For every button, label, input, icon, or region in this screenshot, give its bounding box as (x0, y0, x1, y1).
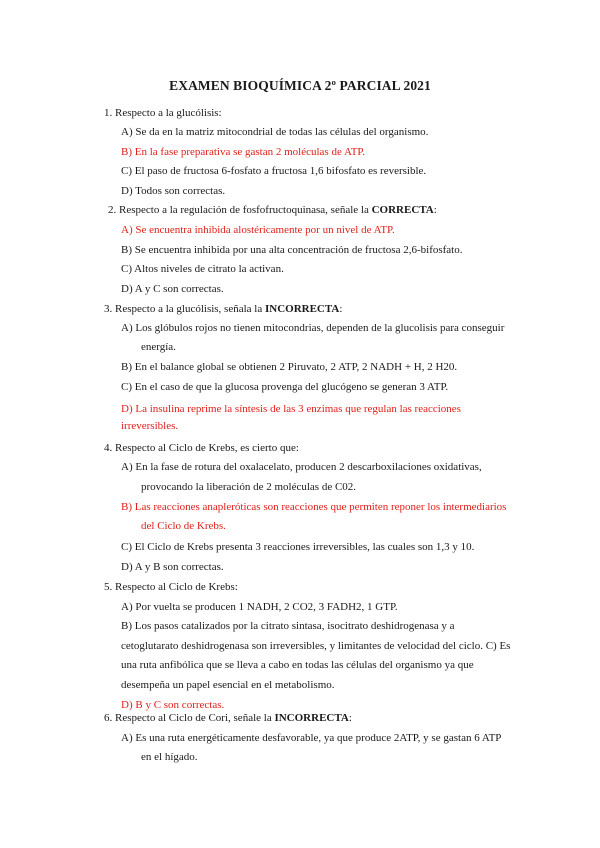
question-5-stem: 5. Respecto al Ciclo de Krebs: (104, 581, 238, 593)
q6-option-a-line1: A) Es una ruta energéticamente desfavorable, ya que produce 2ATP, y se gastan 6 ATP (121, 732, 502, 744)
q4-option-a-line1: A) En la fase de rotura del oxalacelato, producen 2 descarboxilaciones oxidativas, (121, 461, 482, 473)
q3-option-d-line2-correct: irreversibles. (121, 420, 179, 432)
q5-option-b-line4: desempeña un papel esencial en el metabolismo. (121, 679, 335, 691)
q4-option-b-line2-correct: del Ciclo de Krebs. (141, 520, 226, 532)
question-1-stem: 1. Respecto a la glucólisis: (104, 107, 222, 119)
question-2-stem: 2. Respecto a la regulación de fosfofructoquinasa, señale la CORRECTA: (108, 204, 437, 216)
q3-option-a-line2: energía. (141, 341, 176, 353)
q2-option-a-correct: A) Se encuentra inhibida alostéricamente por un nivel de ATP. (121, 224, 395, 236)
q1-option-c: C) El paso de fructosa 6-fosfato a fructosa 1,6 bifosfato es reversible. (121, 165, 427, 177)
q2-option-d: D) A y C son correctas. (121, 283, 224, 295)
q4-option-a-line2: provocando la liberación de 2 moléculas de C02. (141, 481, 357, 493)
page-title: EXAMEN BIOQUÍMICA 2º PARCIAL 2021 (169, 78, 431, 93)
question-6-stem: 6. Respecto al Ciclo de Cori, señale la INCORRECTA: (104, 712, 352, 724)
q1-option-a: A) Se da en la matriz mitocondrial de todas las células del organismo. (121, 126, 429, 138)
q5-option-b-line3: una ruta anfibólica que se lleva a cabo en todas las células del organismo ya que (121, 659, 474, 671)
q2-option-c: C) Altos niveles de citrato la activan. (121, 263, 284, 275)
q5-option-a: A) Por vuelta se producen 1 NADH, 2 CO2, 3 FADH2, 1 GTP. (121, 601, 398, 613)
q3-option-a-line1: A) Los glóbulos rojos no tienen mitocondrias, dependen de la glucolisis para conseguir (121, 322, 505, 334)
q4-option-c: C) El Ciclo de Krebs presenta 3 reacciones irreversibles, las cuales son 1,3 y 10. (121, 541, 475, 553)
q6-option-a-line2: en el hígado. (141, 751, 198, 763)
q3-option-c: C) En el caso de que la glucosa provenga del glucógeno se generan 3 ATP. (121, 381, 449, 393)
q5-option-d-correct: D) B y C son correctas. (121, 699, 225, 711)
q1-option-d: D) Todos son correctas. (121, 185, 226, 197)
question-4-stem: 4. Respecto al Ciclo de Krebs, es cierto que: (104, 442, 299, 454)
q4-option-d: D) A y B son correctas. (121, 561, 224, 573)
q4-option-b-line1-correct: B) Las reacciones anapleróticas son reacciones que permiten reponer los intermediarios (121, 501, 507, 513)
q1-option-b-correct: B) En la fase preparativa se gastan 2 moléculas de ATP. (121, 146, 366, 158)
question-3-stem: 3. Respecto a la glucólisis, señala la INCORRECTA: (104, 303, 343, 315)
q5-option-b-line2: cetoglutarato deshidrogenasa son irreversibles, y limitantes de velocidad del ciclo. C) Es (121, 640, 511, 652)
q2-option-b: B) Se encuentra inhibida por una alta concentración de fructosa 2,6-bifosfato. (121, 244, 463, 256)
q3-option-d-line1-correct: D) La insulina reprime la síntesis de las 3 enzimas que regulan las reacciones (121, 403, 461, 415)
q5-option-b-line1: B) Los pasos catalizados por la citrato sintasa, isocitrato deshidrogenasa y a (121, 620, 455, 632)
q3-option-b: B) En el balance global se obtienen 2 Piruvato, 2 ATP, 2 NADH + H, 2 H20. (121, 361, 458, 373)
